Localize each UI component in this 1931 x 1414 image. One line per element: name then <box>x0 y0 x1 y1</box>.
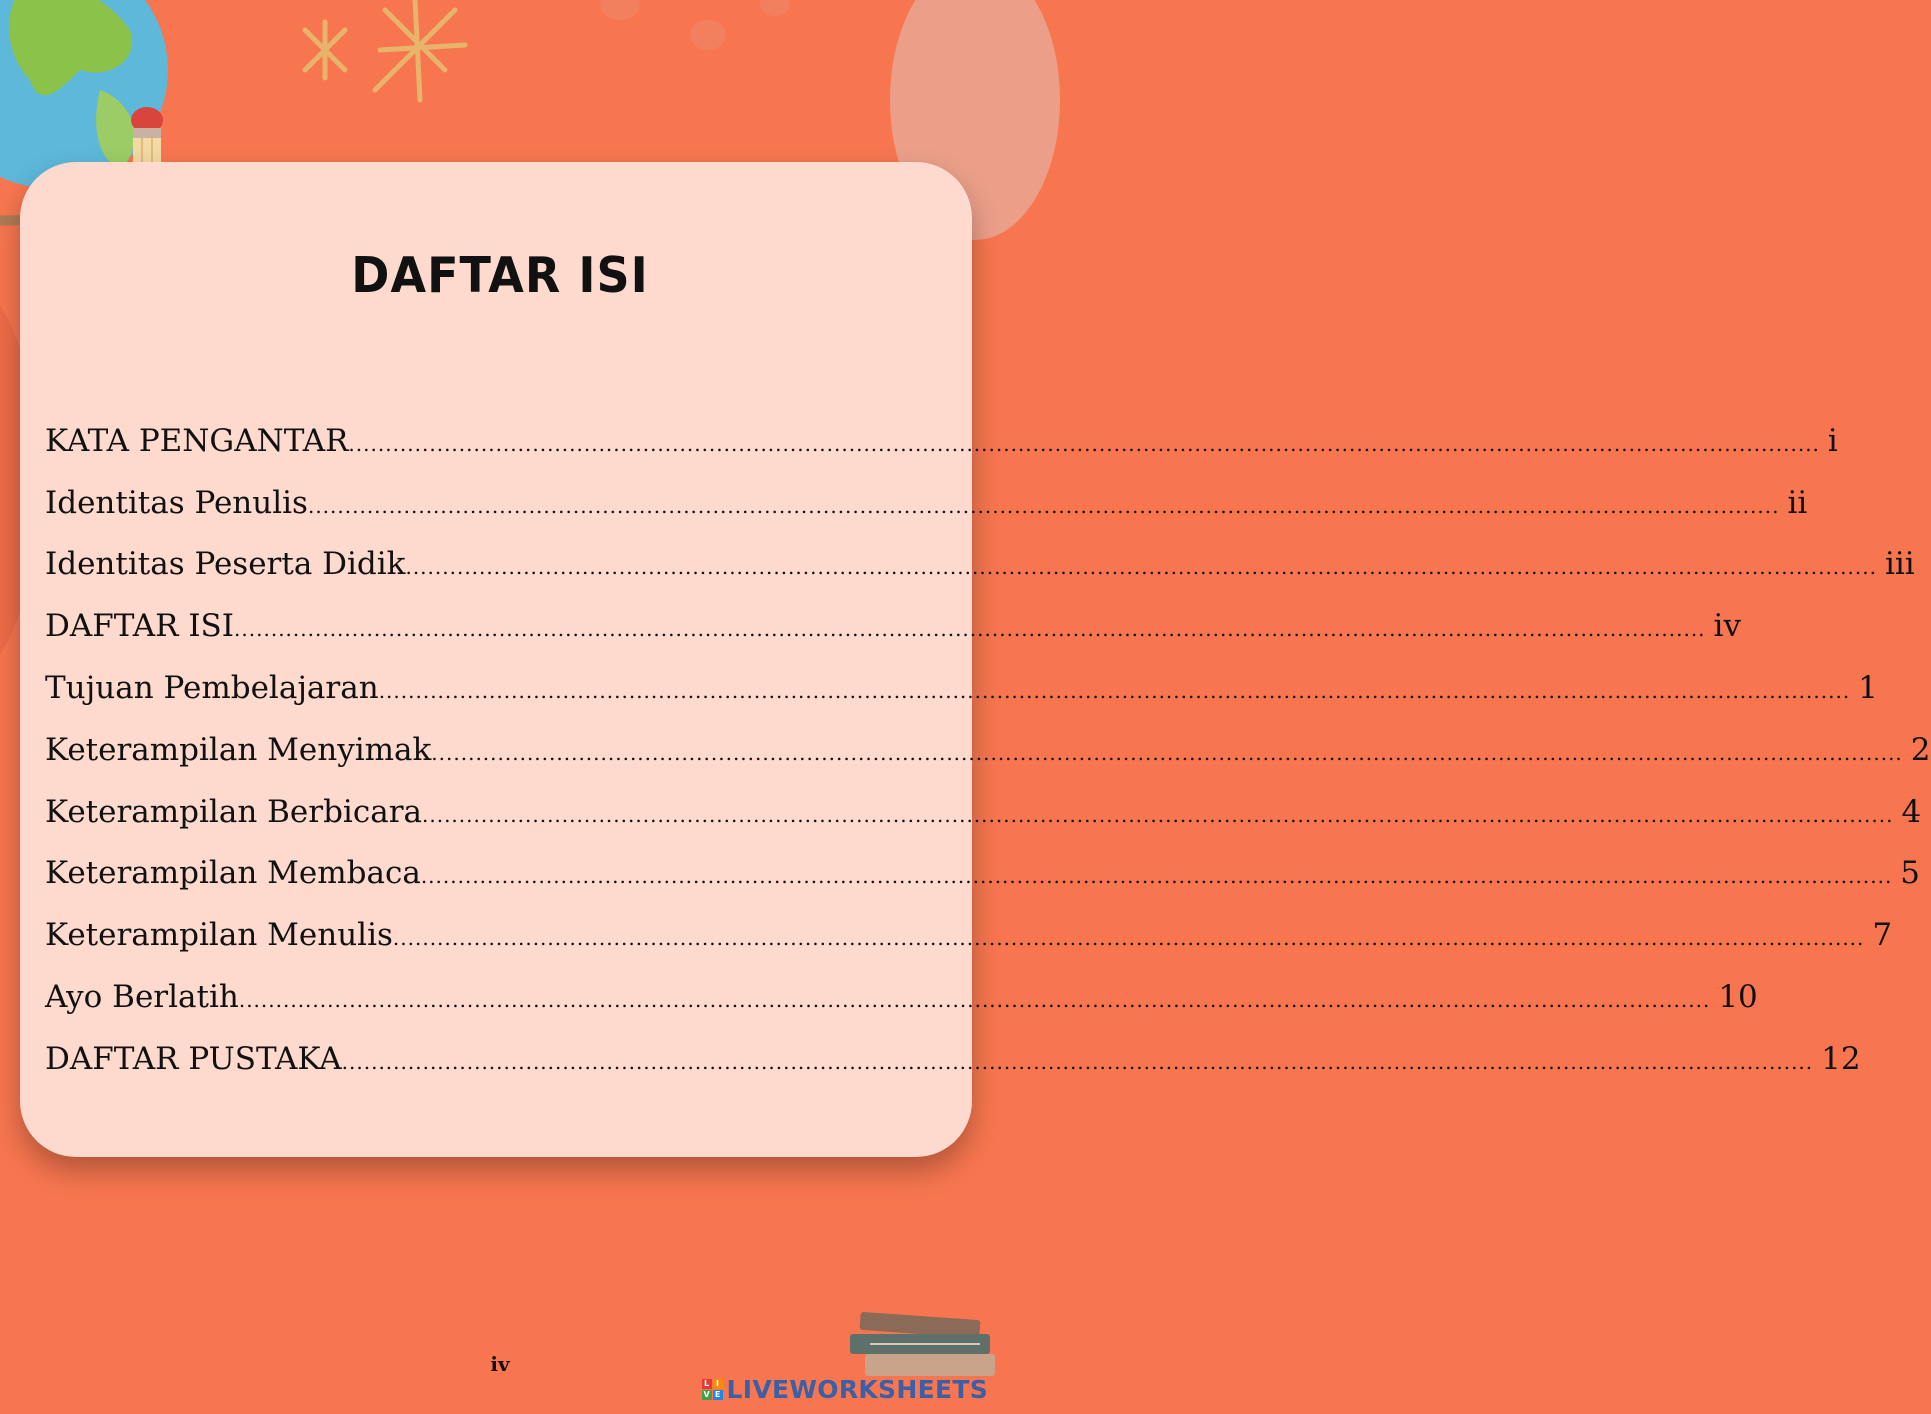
toc-leader-dots: ........................................................................................................................................................................................................ <box>420 864 1893 889</box>
toc-entry-page: ii <box>1787 484 1808 521</box>
liveworksheets-badge-icon: L I V E <box>702 1379 723 1400</box>
toc-leader-dots: ........................................................................................................................................................................................................ <box>238 988 1711 1013</box>
toc-leader-dots: ........................................................................................................................................................................................................ <box>307 493 1780 518</box>
toc-entry <box>45 781 1922 843</box>
toc-entry-page: iv <box>1713 608 1741 645</box>
toc-entry-title: Ayo Berlatih <box>45 979 239 1016</box>
toc-entry-title: DAFTAR ISI <box>45 608 235 645</box>
books-illustration <box>830 1310 1000 1380</box>
toc-leader-dots: ........................................................................................................................................................................................................ <box>348 431 1820 456</box>
liveworksheets-logo <box>702 1374 988 1404</box>
page-number: iv <box>490 1352 510 1376</box>
toc-entry <box>45 595 1741 657</box>
toc-entry-title: Identitas Peserta Didik <box>45 546 406 583</box>
toc-entry-title: Identitas Penulis <box>45 484 308 521</box>
toc-entry <box>45 966 1758 1028</box>
toc-entry-title: Keterampilan Berbicara <box>45 793 422 830</box>
toc-entry <box>45 410 1838 472</box>
toc-entry-title: KATA PENGANTAR <box>45 422 349 459</box>
toc-leader-dots: ........................................................................................................................................................................................................ <box>234 617 1706 642</box>
toc-leader-dots: ........................................................................................................................................................................................................ <box>431 740 1903 765</box>
toc-entry-title: Keterampilan Menulis <box>45 917 393 954</box>
toc-leader-dots: ........................................................................................................................................................................................................ <box>392 926 1865 951</box>
toc-entry-title: DAFTAR PUSTAKA <box>45 1040 342 1077</box>
toc-entry <box>45 843 1921 905</box>
toc-entry-page: 10 <box>1718 979 1758 1016</box>
toc-entry-page: iii <box>1884 546 1915 583</box>
toc-leader-dots: ........................................................................................................................................................................................................ <box>341 1049 1814 1074</box>
star-doodles <box>285 0 485 110</box>
toc-entry <box>45 719 1931 781</box>
page-title: DAFTAR ISI <box>351 246 649 304</box>
toc-entry <box>45 904 1893 966</box>
toc-entry-page: 2 <box>1910 731 1931 768</box>
toc-entry-page: 5 <box>1900 855 1921 892</box>
toc-entry-page: i <box>1827 422 1838 459</box>
toc-leader-dots: ........................................................................................................................................................................................................ <box>378 679 1851 704</box>
toc-entry-page: 4 <box>1901 793 1922 830</box>
toc-entry-page: 1 <box>1858 670 1878 707</box>
toc-entry-page: 7 <box>1872 917 1893 954</box>
toc-leader-dots: ........................................................................................................................................................................................................ <box>422 802 1894 827</box>
toc-entry-title: Tujuan Pembelajaran <box>45 670 379 707</box>
toc-entry <box>45 472 1808 534</box>
toc-entry-title: Keterampilan Menyimak <box>45 731 432 768</box>
toc-entry-page: 12 <box>1821 1040 1861 1077</box>
watermark-text: LIVEWORKSHEETS <box>726 1374 988 1404</box>
toc-entry <box>45 657 1878 719</box>
table-of-contents <box>45 410 1931 1090</box>
toc-entry <box>45 1028 1861 1090</box>
toc-entry-title: Keterampilan Membaca <box>45 855 421 892</box>
toc-entry <box>45 534 1915 596</box>
toc-leader-dots: ........................................................................................................................................................................................................ <box>405 555 1877 580</box>
